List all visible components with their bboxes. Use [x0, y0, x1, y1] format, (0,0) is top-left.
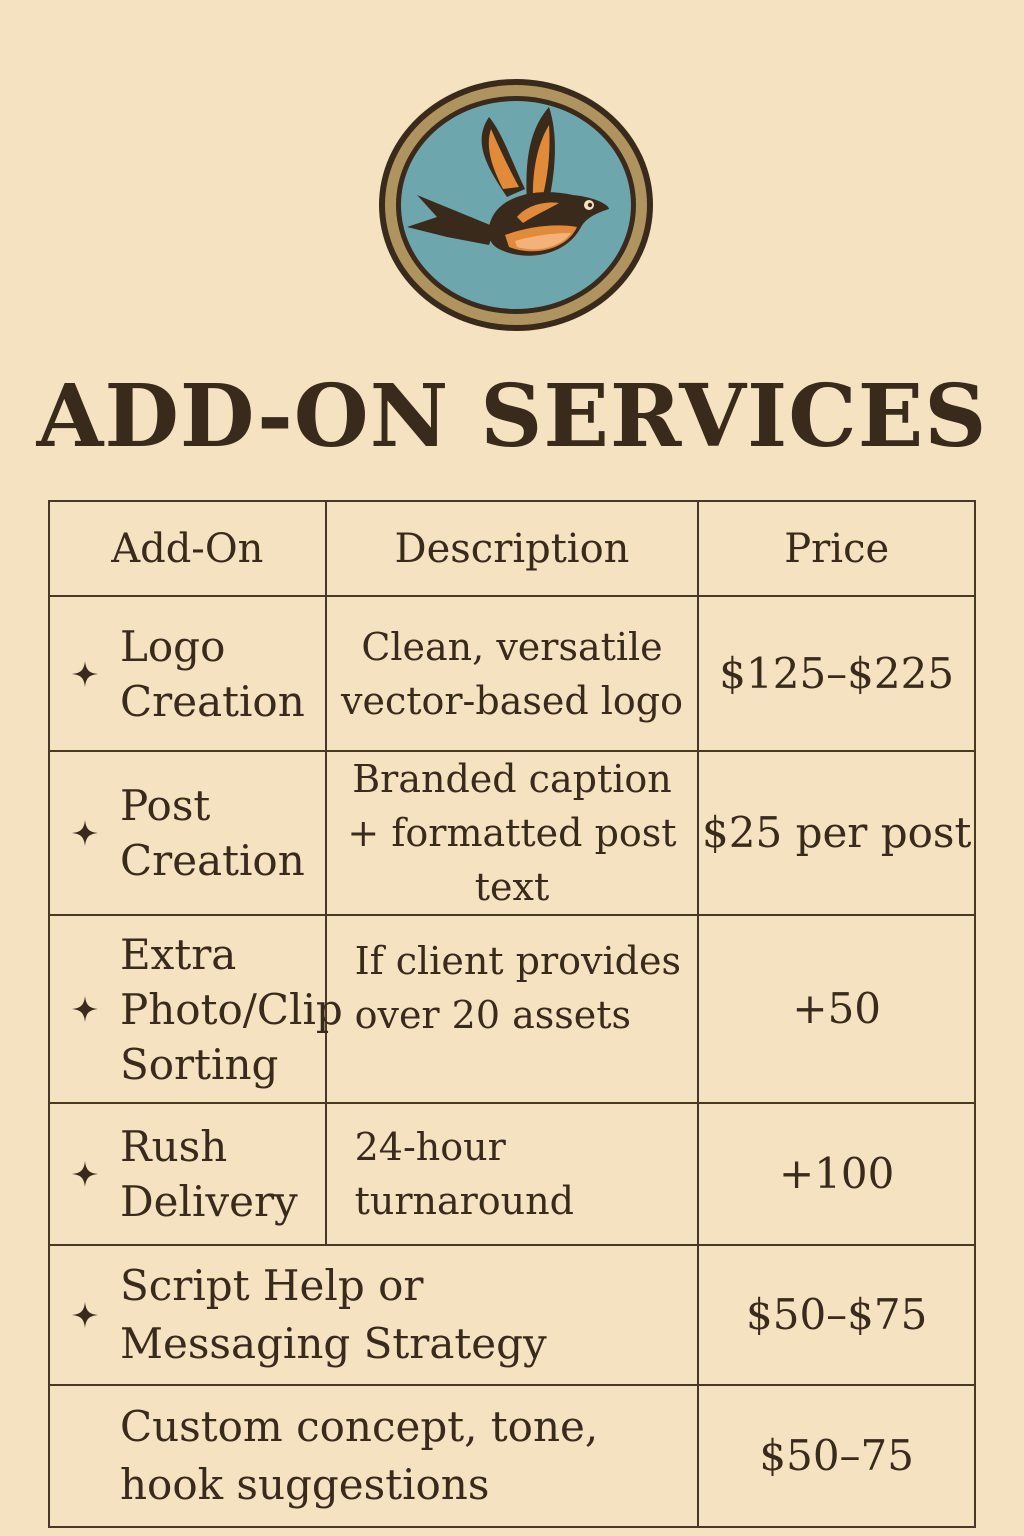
addon-description: If client provides over 20 assets	[326, 915, 699, 1103]
column-header-price: Price	[698, 501, 975, 596]
table-header-row	[49, 501, 975, 596]
swallow-bird-icon	[377, 77, 655, 333]
addon-name-cell	[49, 915, 343, 1103]
addon-name: Custom concept, tone, hook suggestions	[120, 1402, 599, 1509]
addon-name: Logo Creation	[120, 621, 305, 726]
table-row	[49, 596, 975, 751]
sparkle-icon	[70, 659, 100, 689]
table-row	[49, 915, 975, 1103]
table-row	[49, 751, 975, 915]
addon-name-cell	[49, 1385, 698, 1527]
addon-description: Clean, versatile vector-based logo	[326, 596, 699, 751]
addon-price: $125–$225	[698, 596, 975, 751]
page-title: ADD-ON SERVICES	[36, 366, 988, 467]
column-header-description: Description	[326, 501, 699, 596]
addon-name-cell	[49, 1245, 698, 1385]
addon-price: +50	[698, 915, 975, 1103]
column-header-addon: Add-On	[49, 501, 326, 596]
table-row	[49, 1245, 975, 1385]
addon-price: $50–$75	[698, 1245, 975, 1385]
addon-description: Branded caption + formatted post text	[326, 751, 699, 915]
addon-price: $25 per post	[698, 751, 975, 915]
sparkle-icon	[70, 1159, 100, 1189]
sparkle-icon	[70, 994, 100, 1024]
addon-name: Extra Photo/Clip Sorting	[120, 929, 343, 1089]
logo-badge	[377, 77, 655, 333]
table-row	[49, 1103, 975, 1245]
addon-name-cell	[49, 1103, 326, 1245]
addons-table	[48, 500, 976, 1528]
addon-description: 24-hour turnaround	[326, 1103, 699, 1245]
addon-name: Script Help or Messaging Strategy	[120, 1261, 547, 1368]
addon-name-cell	[49, 751, 326, 915]
table-row	[49, 1385, 975, 1527]
addon-name-cell	[49, 596, 326, 751]
addon-price: +100	[698, 1103, 975, 1245]
addon-name: Post Creation	[120, 781, 305, 885]
addon-name: Rush Delivery	[120, 1122, 298, 1226]
addon-price: $50–75	[698, 1385, 975, 1527]
sparkle-icon	[70, 1300, 100, 1330]
sparkle-icon	[70, 818, 100, 848]
